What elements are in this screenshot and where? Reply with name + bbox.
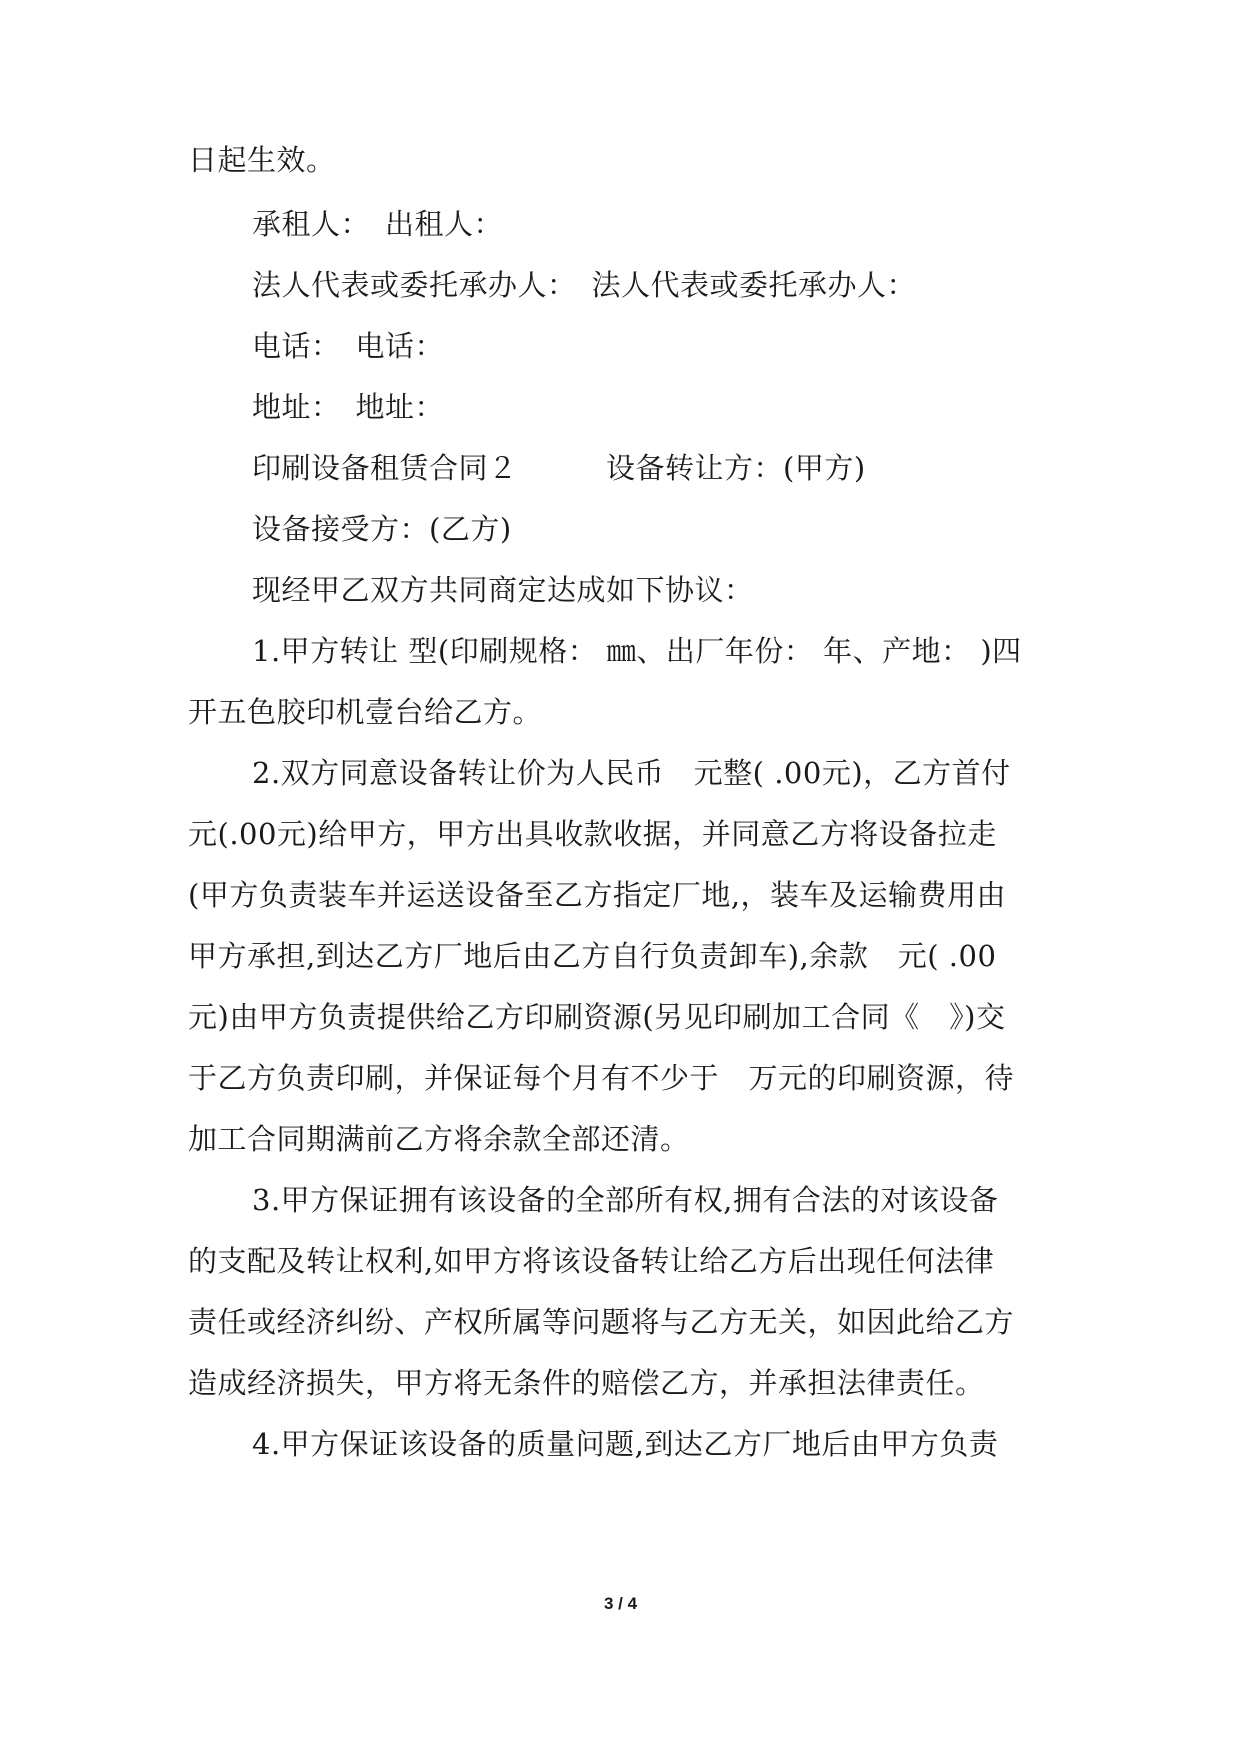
text-line: (甲方负责装车并运送设备至乙方指定厂地,，装车及运输费用由 — [188, 878, 1007, 912]
text-line: 元(.00元)给甲方，甲方出具收款收据，并同意乙方将设备拉走 — [188, 817, 997, 851]
text-line: 3.甲方保证拥有该设备的全部所有权,拥有合法的对该设备 — [252, 1183, 999, 1217]
text-line: 于乙方负责印刷，并保证每个月有不少于 万元的印刷资源，待 — [188, 1061, 1015, 1095]
text-line: 电话： 电话： — [252, 329, 445, 363]
text-line: 2.双方同意设备转让价为人民币 元整( .00元)，乙方首付 — [252, 756, 1011, 790]
text-line: 加工合同期满前乙方将余款全部还清。 — [188, 1122, 690, 1156]
text-line: 甲方承担,到达乙方厂地后由乙方自行负责卸车),余款 元( .00 — [188, 939, 997, 973]
text-line: 法人代表或委托承办人： 法人代表或委托承办人： — [252, 268, 917, 302]
text-line: 地址： 地址： — [252, 390, 445, 424]
text-line: 的支配及转让权利,如甲方将该设备转让给乙方后出现任何法律 — [188, 1244, 995, 1278]
text-line: 4.甲方保证该设备的质量问题,到达乙方厂地后由甲方负责 — [252, 1427, 999, 1461]
text-line: 造成经济损失，甲方将无条件的赔偿乙方，并承担法律责任。 — [188, 1366, 985, 1400]
text-line: 元)由甲方负责提供给乙方印刷资源(另见印刷加工合同《 》)交 — [188, 1000, 1006, 1034]
text-line: 责任或经济纠纷、产权所属等问题将与乙方无关，如因此给乙方 — [188, 1305, 1015, 1339]
text-line: 印刷设备租赁合同２ 设备转让方：(甲方) — [252, 451, 866, 485]
text-line: 日起生效。 — [188, 143, 336, 177]
text-line: 1.甲方转让 型(印刷规格： ㎜、出厂年份： 年、产地： )四 — [252, 634, 1022, 668]
page-number: 3 / 4 — [603, 1594, 638, 1613]
text-line: 现经甲乙双方共同商定达成如下协议： — [252, 573, 754, 607]
text-line: 开五色胶印机壹台给乙方。 — [188, 695, 543, 729]
text-line: 承租人： 出租人： — [252, 207, 504, 241]
text-line: 设备接受方：(乙方) — [252, 512, 512, 546]
